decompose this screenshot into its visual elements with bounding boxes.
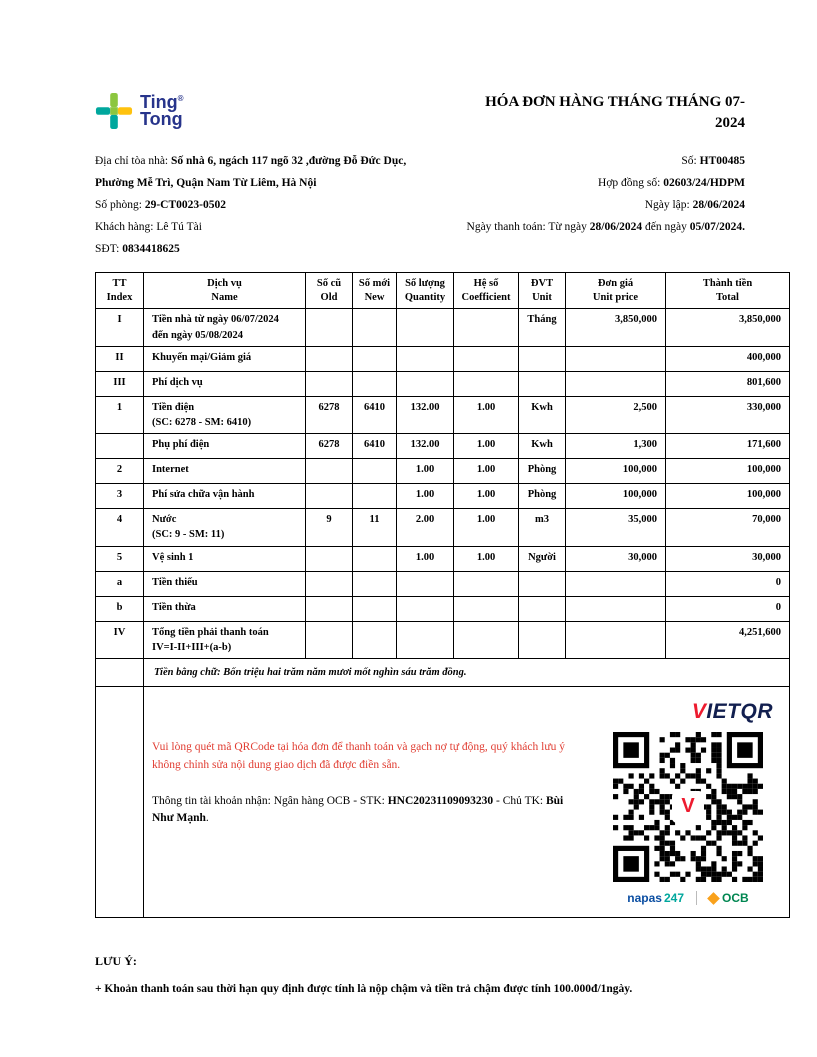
cell-old: 6278 [306,396,353,433]
note-heading: LƯU Ý: [95,954,137,969]
vietqr-qr: QR [740,700,773,724]
phone-value: 0834418625 [122,243,180,255]
invoice-info [95,150,790,260]
table-row [96,371,790,396]
cell-coef [454,371,519,396]
service-table-footer [96,659,790,918]
table-row [96,346,790,371]
cell-price [566,371,666,396]
cell-coef: 1.00 [454,459,519,484]
cell-total: 30,000 [666,546,790,571]
vietqr-v: V [691,700,707,724]
cell-unit: Phòng [519,459,566,484]
payment-period [467,216,790,238]
building-address [95,150,406,172]
cell-price: 100,000 [566,484,666,509]
cell-tt [96,434,144,459]
cell-unit: m3 [519,509,566,546]
room-label: Số phòng: [95,199,145,211]
cell-new: 11 [353,509,397,546]
cell-unit [519,371,566,396]
cell-tt: 2 [96,459,144,484]
payment-period-label: Ngày thanh toán: Từ ngày [466,221,590,233]
info-row [95,194,790,216]
cell-unit [519,596,566,621]
cell-total: 330,000 [666,396,790,433]
customer-name [95,216,202,238]
table-row [96,459,790,484]
registered-mark: ® [177,93,184,103]
table-row [96,546,790,571]
qr-code-wrap [613,732,763,882]
cell-name: Phụ phí điện [144,434,306,459]
cell-total: 171,600 [666,434,790,459]
table-row [96,596,790,621]
payment-qr-row [96,687,790,918]
invoice-title [485,92,790,134]
cell-old [306,546,353,571]
vietqr-logo [692,697,773,727]
cell-price: 30,000 [566,546,666,571]
col-header-old: Số cũ Old [306,273,353,309]
logo-line2: Tong [140,109,183,129]
amount-in-words-label: Tiền bằng chữ: [154,667,224,679]
cell-price [566,596,666,621]
cell-qty [397,371,454,396]
cell-total: 0 [666,571,790,596]
cell-name: Tiền điện (SC: 6278 - SM: 6410) [144,396,306,433]
cell-unit: Kwh [519,434,566,459]
cell-coef [454,596,519,621]
cell-price: 35,000 [566,509,666,546]
cell-tt: II [96,346,144,371]
cell-name: Phí sửa chữa vận hành [144,484,306,509]
cell-total: 4,251,600 [666,621,790,658]
contract-label: Hợp đồng số: [598,177,664,189]
bank-logos [627,890,748,907]
cell-total: 100,000 [666,484,790,509]
cell-old: 9 [306,509,353,546]
col-header-total: Thành tiền Total [666,273,790,309]
invoice-number [681,150,790,172]
cell-new [353,459,397,484]
phone-label: SĐT: [95,243,123,255]
info-row [95,216,790,238]
empty-cell [96,659,144,687]
col-header-unit-price: Đơn giá Unit price [566,273,666,309]
cell-total: 801,600 [666,371,790,396]
cell-qty [397,309,454,346]
cell-qty: 1.00 [397,484,454,509]
cell-coef [454,571,519,596]
cell-tt: IV [96,621,144,658]
cell-tt: I [96,309,144,346]
cell-coef: 1.00 [454,509,519,546]
cell-new [353,346,397,371]
cell-name: Nước (SC: 9 - SM: 11) [144,509,306,546]
phone-number [95,238,180,260]
col-header-quantity: Số lượng Quantity [397,273,454,309]
cell-tt: a [96,571,144,596]
issue-date-value: 28/06/2024 [692,199,745,211]
cell-total: 100,000 [666,459,790,484]
table-row [96,309,790,346]
cell-new [353,484,397,509]
cell-qty [397,596,454,621]
cell-name: Tiền nhà từ ngày 06/07/2024 đến ngày 05/08/2024 [144,309,306,346]
cell-name: Tiền thiếu [144,571,306,596]
logo-divider [696,891,697,905]
cell-price: 100,000 [566,459,666,484]
payment-text [152,697,587,827]
cell-new [353,596,397,621]
account-mid-text: - Chủ TK: [493,794,546,807]
invoice-title-line2: 2024 [715,115,745,131]
ocb-logo [709,890,749,907]
cell-new [353,546,397,571]
account-holder: Bùi Như Mạnh [152,794,564,825]
header-row [96,273,790,309]
cell-unit: Kwh [519,396,566,433]
cell-total: 400,000 [666,346,790,371]
cell-qty: 1.00 [397,459,454,484]
late-payment-note: + Khoản thanh toán sau thời hạn quy định được tính là nộp chậm và tiền trả chậm được tính 100.000đ/1ngày. [95,983,633,996]
cell-name: Tiền thừa [144,596,306,621]
cell-qty [397,571,454,596]
cell-name: Vệ sinh 1 [144,546,306,571]
address-value: Số nhà 6, ngách 117 ngõ 32 ,đường Đỗ Đức Dục, [171,155,407,167]
cell-price: 2,500 [566,396,666,433]
footer-notes [95,954,790,995]
cell-qty: 2.00 [397,509,454,546]
cell-unit [519,346,566,371]
col-header-tt: TT Index [96,273,144,309]
ocb-text: OCB [722,890,749,905]
payment-to-date: 05/07/2024. [689,221,745,233]
cell-coef [454,309,519,346]
cell-new: 6410 [353,396,397,433]
table-row [96,396,790,433]
info-row [95,172,790,194]
cell-old [306,484,353,509]
invoice-number-value: HT00485 [699,155,745,167]
customer-label: Khách hàng: [95,221,157,233]
info-row [95,238,790,260]
cell-tt: 1 [96,396,144,433]
payment-from-date: 28/06/2024 [589,221,643,233]
account-info [152,793,587,828]
napas-logo [627,890,684,907]
cell-tt: 3 [96,484,144,509]
account-suffix: . [205,812,209,825]
cell-old [306,371,353,396]
cell-old [306,459,353,484]
cell-unit: Người [519,546,566,571]
invoice-title-line1: HÓA ĐƠN HÀNG THÁNG THÁNG 07- [485,94,745,110]
qr-payment-note: Vui lòng quét mã QRCode tại hóa đơn để thanh toán và gạch nợ tự động, quý khách lưu ý không chỉnh sửa nội dung giao dịch đã được điền sẵn. [152,741,565,772]
service-table-header [96,273,790,309]
contract-value: 02603/24/HDPM [663,177,745,189]
col-header-coefficient: Hệ số Coefficient [454,273,519,309]
table-row [96,434,790,459]
cell-coef: 1.00 [454,546,519,571]
cell-price: 1,300 [566,434,666,459]
cell-qty [397,621,454,658]
amount-in-words-value: Bốn triệu hai trăm năm mươi mốt nghìn sáu trăm đồng. [223,667,467,679]
table-row [96,571,790,596]
cell-qty [397,346,454,371]
payment-mid-text: đến ngày [642,221,690,233]
cell-unit [519,571,566,596]
cell-new [353,309,397,346]
col-header-new: Số mới New [353,273,397,309]
header [95,92,790,134]
cell-price: 3,850,000 [566,309,666,346]
cell-name: Tổng tiền phải thanh toán IV=I-II+III+(a-b) [144,621,306,658]
issue-date [645,194,790,216]
table-row [96,484,790,509]
cell-tt: 4 [96,509,144,546]
cell-price [566,346,666,371]
cell-coef [454,346,519,371]
cell-new: 6410 [353,434,397,459]
col-header-service: Dịch vụ Name [144,273,306,309]
logo-line1: Ting [140,91,178,112]
cell-tt: III [96,371,144,396]
room-number [95,194,226,216]
tingtong-logo-text [140,91,184,129]
amount-in-words [144,659,790,687]
account-number: HNC20231109093230 [387,794,494,807]
contract-number [598,172,790,194]
qr-block [595,697,781,907]
cell-new [353,371,397,396]
info-row [95,150,790,172]
info-spacer [745,238,790,260]
account-prefix: Thông tin tài khoản nhận: Ngân hàng OCB - STK: [152,794,388,807]
tingtong-logo [95,92,184,130]
cell-old: 6278 [306,434,353,459]
service-table-rows [96,309,790,659]
cell-unit: Tháng [519,309,566,346]
vietqr-center-icon: V [672,791,704,823]
address-line2: Phường Mễ Trì, Quận Nam Từ Liêm, Hà Nội [95,177,317,189]
issue-date-label: Ngày lập: [644,199,693,211]
cell-total: 0 [666,596,790,621]
cell-new [353,571,397,596]
cell-name: Phí dịch vụ [144,371,306,396]
amount-in-words-row [96,659,790,687]
cell-coef: 1.00 [454,396,519,433]
table-row [96,509,790,546]
customer-value: Lê Tú Tài [156,221,202,233]
cell-old [306,309,353,346]
payment-cell [144,687,790,918]
col-header-unit: ĐVT Unit [519,273,566,309]
room-value: 29-CT0023-0502 [144,199,226,211]
cell-name: Internet [144,459,306,484]
ocb-diamond-icon [707,892,720,905]
cell-qty: 132.00 [397,434,454,459]
payment-area [152,697,781,907]
cell-tt: 5 [96,546,144,571]
cell-price [566,621,666,658]
cell-total: 3,850,000 [666,309,790,346]
empty-cell [96,687,144,918]
cell-old [306,346,353,371]
napas-text: napas [627,890,662,905]
cell-total: 70,000 [666,509,790,546]
napas-247: 247 [663,890,685,905]
vietqr-iet: IET [706,700,741,724]
address-label: Địa chỉ tòa nhà: [95,155,172,167]
cell-old [306,571,353,596]
cell-qty: 132.00 [397,396,454,433]
table-row [96,621,790,658]
invoice-number-label: Số: [681,155,700,167]
cell-coef [454,621,519,658]
cell-unit: Phòng [519,484,566,509]
cell-name: Khuyến mại/Giảm giá [144,346,306,371]
cell-coef: 1.00 [454,434,519,459]
service-table [95,272,790,918]
cell-new [353,621,397,658]
cell-price [566,571,666,596]
cell-coef: 1.00 [454,484,519,509]
tingtong-logo-icon [95,92,133,130]
cell-old [306,621,353,658]
cell-qty: 1.00 [397,546,454,571]
cell-tt: b [96,596,144,621]
cell-old [306,596,353,621]
cell-unit [519,621,566,658]
